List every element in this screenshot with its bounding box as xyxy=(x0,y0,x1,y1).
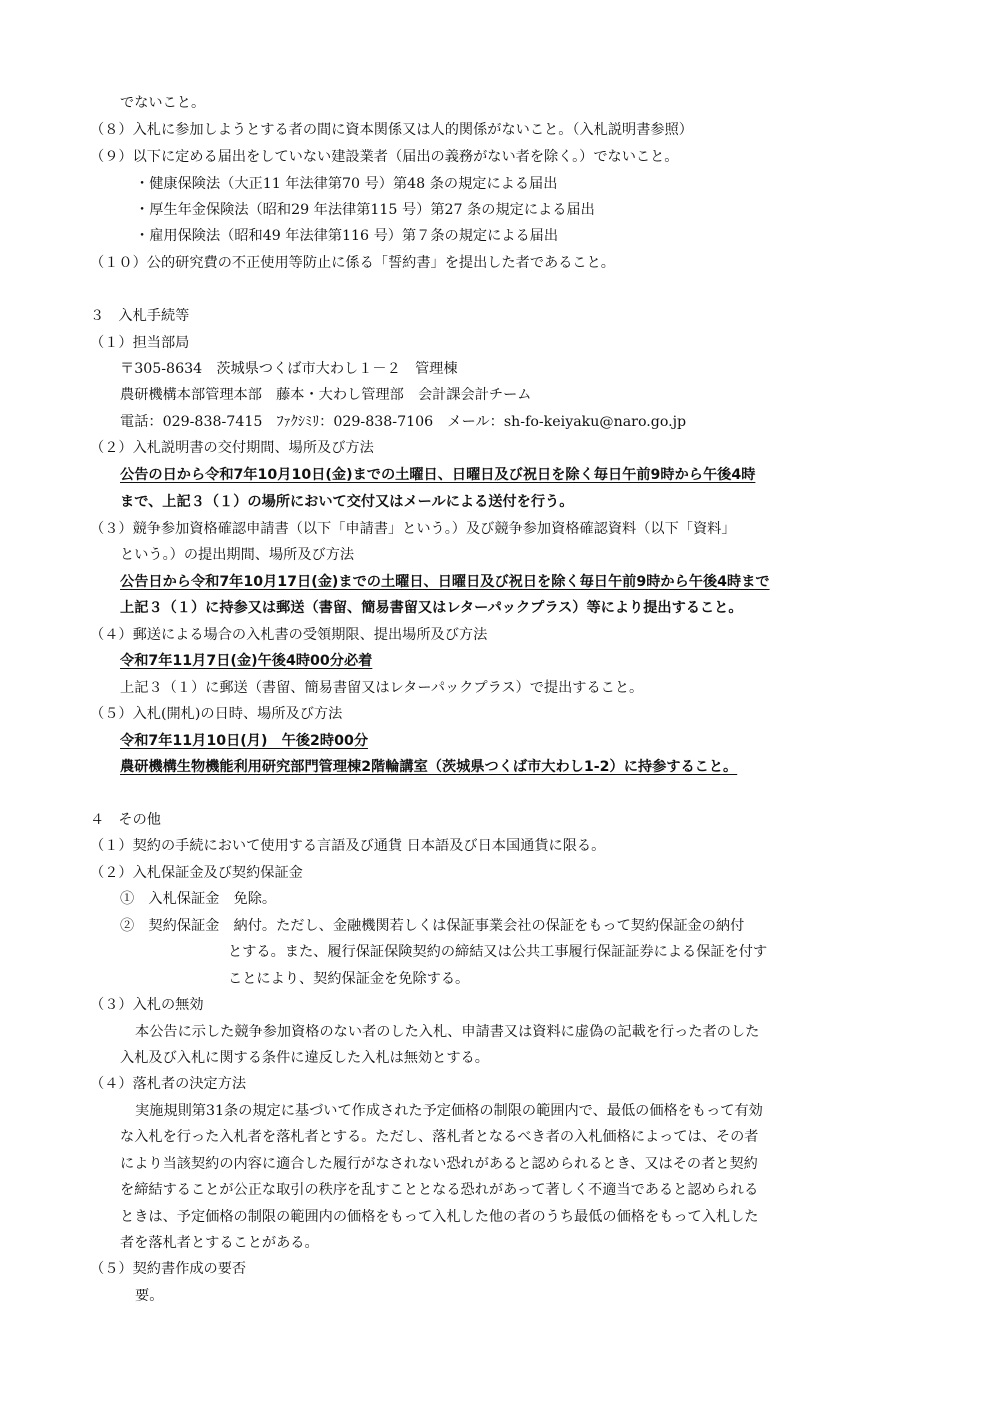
text-line: （４）郵送による場合の入札書の受領期限、提出場所及び方法 xyxy=(90,627,488,643)
bold-underlined-line: 令和7年11月10日(月) 午後2時00分 xyxy=(120,733,369,749)
text-line: （８）入札に参加しようとする者の間に資本関係又は人的関係がないこと。（入札説明書参照） xyxy=(90,122,693,138)
text-line: な入札を行った入札者を落札者とする。ただし、落札者となるべき者の入札価格によっては、その者 xyxy=(120,1129,759,1145)
text-line: を締結することが公正な取引の秩序を乱すこととなる恐れがあって著しく不適当であると認められる xyxy=(120,1182,759,1198)
text-line: という。）の提出期間、場所及び方法 xyxy=(120,547,355,563)
text-line: （１０）公的研究費の不正使用等防止に係る「誓約書」を提出した者であること。 xyxy=(90,255,615,271)
text-line: ・厚生年金保険法（昭和29 年法律第115 号）第27 条の規定による届出 xyxy=(135,202,595,218)
text-line: （１）担当部局 xyxy=(90,335,190,351)
text-line: ① 入札保証金 免除。 xyxy=(120,891,277,907)
text-line: 上記３（１）に郵送（書留、簡易書留又はレターパックプラス）で提出すること。 xyxy=(120,680,644,696)
bold-line: まで、上記３（１）の場所において交付又はメールによる送付を行う。 xyxy=(120,494,574,510)
bold-underlined-line: 公告の日から令和7年10月10日(金)までの土曜日、日曜日及び祝日を除く毎日午前9時から午後4時 xyxy=(120,467,756,483)
text-line: （３）入札の無効 xyxy=(90,997,204,1013)
bold-underlined-line: 公告日から令和7年10月17日(金)までの土曜日、日曜日及び祝日を除く毎日午前9時から午後4時まで xyxy=(120,574,770,590)
bold-underlined-line: 農研機構生物機能利用研究部門管理棟2階輪講室（茨城県つくば市大わし1-2）に持参すること。 xyxy=(120,759,738,775)
text-line: 要。 xyxy=(135,1288,164,1304)
section-heading: ４ その他 xyxy=(90,812,161,828)
text-line: 電話：029-838-7415 ﾌｧｸｼﾐﾘ：029-838-7106 メール：sh-fo-keiyaku@naro.go.jp xyxy=(120,414,687,430)
text-line: により当該契約の内容に適合した履行がなされない恐れがあると認められるとき、又はその者と契約 xyxy=(120,1156,758,1172)
text-line: とする。また、履行保証保険契約の締結又は公共工事履行保証証券による保証を付す xyxy=(228,944,768,960)
text-line: （２）入札保証金及び契約保証金 xyxy=(90,865,303,881)
section-heading: ３ 入札手続等 xyxy=(90,308,190,324)
text-line: ・雇用保険法（昭和49 年法律第116 号）第７条の規定による届出 xyxy=(135,228,559,244)
text-line: （５）入札(開札)の日時、場所及び方法 xyxy=(90,706,343,722)
text-line: （２）入札説明書の交付期間、場所及び方法 xyxy=(90,440,374,456)
text-line: （５）契約書作成の要否 xyxy=(90,1261,247,1277)
text-line: 者を落札者とすることがある。 xyxy=(120,1235,319,1251)
bold-underlined-line: 令和7年11月7日(金)午後4時00分必着 xyxy=(120,653,373,669)
bold-line: 上記３（１）に持参又は郵送（書留、簡易書留又はレターパックプラス）等により提出すること。 xyxy=(120,600,743,616)
text-line: 実施規則第31条の規定に基づいて作成された予定価格の制限の範囲内で、最低の価格をもって有効 xyxy=(135,1103,763,1119)
text-line: （３）競争参加資格確認申請書（以下「申請書」という。）及び競争参加資格確認資料（以下「資料」 xyxy=(90,521,736,537)
text-line: （１）契約の手続において使用する言語及び通貨 日本語及び日本国通貨に限る。 xyxy=(90,838,606,854)
text-line: 〒305-8634 茨城県つくば市大わし１－２ 管理棟 xyxy=(120,361,458,377)
text-line: （４）落札者の決定方法 xyxy=(90,1076,247,1092)
text-line: ことにより、契約保証金を免除する。 xyxy=(228,971,470,987)
text-line: ときは、予定価格の制限の範囲内の価格をもって入札した他の者のうち最低の価格をもって入札した xyxy=(120,1209,759,1225)
text-line: ・健康保険法（大正11 年法律第70 号）第48 条の規定による届出 xyxy=(135,176,558,192)
text-line: （９）以下に定める届出をしていない建設業者（届出の義務がない者を除く。）でないこと。 xyxy=(90,149,679,165)
text-line: でないこと。 xyxy=(120,95,206,111)
text-line: 農研機構本部管理本部 藤本・大わし管理部 会計課会計チーム xyxy=(120,387,532,403)
text-line: ② 契約保証金 納付。ただし、金融機関若しくは保証事業会社の保証をもって契約保証金の納付 xyxy=(120,918,745,934)
text-line: 入札及び入札に関する条件に違反した入札は無効とする。 xyxy=(120,1050,489,1066)
text-line: 本公告に示した競争参加資格のない者のした入札、申請書又は資料に虚偽の記載を行った者のした xyxy=(135,1024,760,1040)
